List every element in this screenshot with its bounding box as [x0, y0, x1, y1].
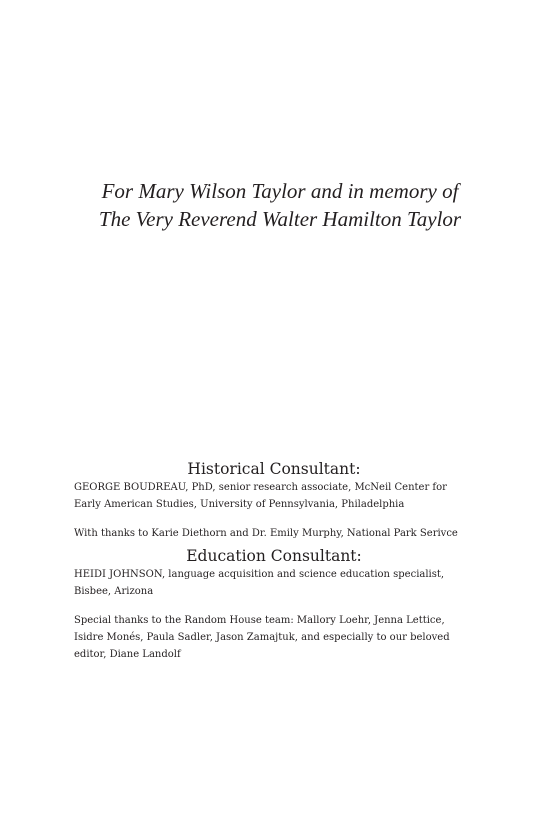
- education-consultant-heading: Education Consultant:: [186, 547, 362, 565]
- education-consultant-text: [74, 566, 474, 600]
- special-thanks-line-1: Special thanks to the Random House team: Mallory Loehr, Jenna Lettice,: [74, 615, 445, 626]
- special-thanks: [74, 612, 474, 663]
- historical-consultant-text: [74, 479, 474, 513]
- credits-section: [74, 460, 474, 663]
- dedication-line-1: For Mary Wilson Taylor and in memory of: [101, 179, 459, 203]
- historical-thanks: With thanks to Karie Diethorn and Dr. Emily Murphy, National Park Serivce: [74, 528, 458, 539]
- historical-consultant-line-1: GEORGE BOUDREAU, PhD, senior research associate, McNeil Center for: [74, 482, 447, 493]
- dedication: [0, 177, 560, 233]
- education-consultant-line-1: HEIDI JOHNSON, language acquisition and science education specialist,: [74, 569, 445, 580]
- special-thanks-line-3: editor, Diane Landolf: [74, 649, 181, 660]
- special-thanks-line-2: Isidre Monés, Paula Sadler, Jason Zamajtuk, and especially to our beloved: [74, 632, 450, 643]
- historical-consultant-line-2: Early American Studies, University of Pennsylvania, Philadelphia: [74, 499, 405, 510]
- education-consultant-line-2: Bisbee, Arizona: [74, 586, 154, 597]
- dedication-line-2: The Very Reverend Walter Hamilton Taylor: [98, 207, 462, 231]
- historical-consultant-heading: Historical Consultant:: [187, 460, 361, 478]
